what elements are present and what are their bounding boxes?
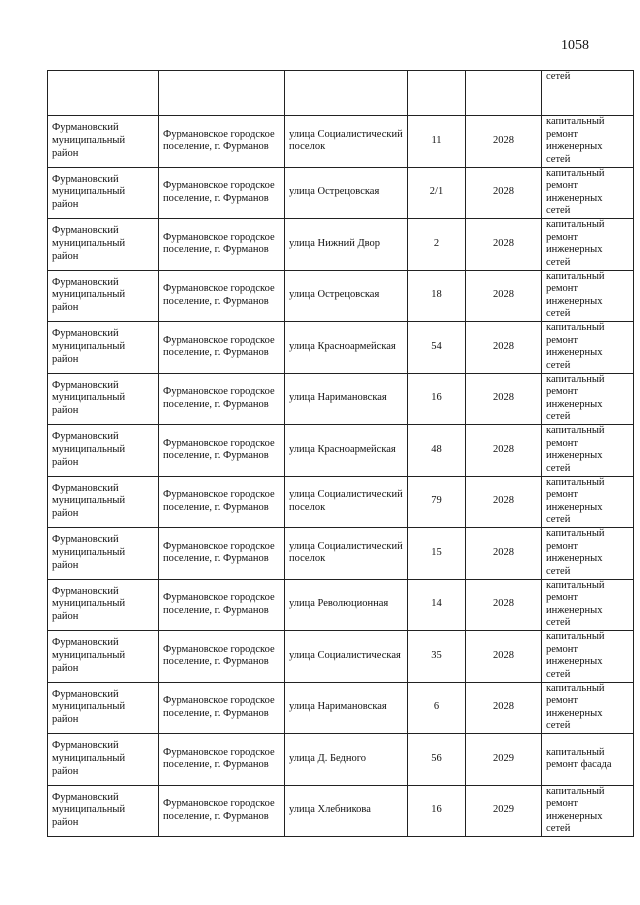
table-row (48, 785, 634, 837)
year-cell: 2028 (466, 322, 542, 374)
district-cell: Фурмановский муниципальный район (48, 116, 159, 168)
district-cell: Фурмановский муниципальный район (48, 579, 159, 631)
street-cell: улица Социалистическая (285, 631, 408, 683)
street-cell: улица Социалистический поселок (285, 476, 408, 528)
work-type-cell: капитальный ремонт инженерных сетей (542, 631, 634, 683)
street-cell (285, 71, 408, 116)
district-cell: Фурмановский муниципальный район (48, 734, 159, 786)
street-cell: улица Нижний Двор (285, 219, 408, 271)
year-cell (466, 71, 542, 116)
year-cell: 2028 (466, 631, 542, 683)
year-cell: 2028 (466, 528, 542, 580)
settlement-cell: Фурмановское городское поселение, г. Фурманов (159, 631, 285, 683)
table-row (48, 425, 634, 477)
work-type-cell: сетей (542, 71, 634, 116)
street-cell: улица Острецовская (285, 270, 408, 322)
district-cell: Фурмановский муниципальный район (48, 270, 159, 322)
street-cell: улица Наримановская (285, 682, 408, 734)
district-cell: Фурмановский муниципальный район (48, 631, 159, 683)
table-row (48, 476, 634, 528)
settlement-cell: Фурмановское городское поселение, г. Фурманов (159, 167, 285, 219)
settlement-cell: Фурмановское городское поселение, г. Фурманов (159, 476, 285, 528)
work-type-cell: капитальный ремонт инженерных сетей (542, 116, 634, 168)
work-type-cell: капитальный ремонт инженерных сетей (542, 270, 634, 322)
settlement-cell: Фурмановское городское поселение, г. Фурманов (159, 322, 285, 374)
year-cell: 2028 (466, 373, 542, 425)
year-cell: 2028 (466, 270, 542, 322)
house-number-cell: 2/1 (408, 167, 466, 219)
settlement-cell: Фурмановское городское поселение, г. Фурманов (159, 528, 285, 580)
work-type-cell: капитальный ремонт инженерных сетей (542, 579, 634, 631)
table-row (48, 579, 634, 631)
house-number-cell: 35 (408, 631, 466, 683)
settlement-cell: Фурмановское городское поселение, г. Фурманов (159, 785, 285, 837)
street-cell: улица Социалистический поселок (285, 528, 408, 580)
house-number-cell: 16 (408, 373, 466, 425)
house-number-cell: 6 (408, 682, 466, 734)
year-cell: 2028 (466, 219, 542, 271)
work-type-cell: капитальный ремонт инженерных сетей (542, 373, 634, 425)
settlement-cell (159, 71, 285, 116)
street-cell: улица Красноармейская (285, 425, 408, 477)
district-cell: Фурмановский муниципальный район (48, 785, 159, 837)
house-number-cell: 54 (408, 322, 466, 374)
street-cell: улица Острецовская (285, 167, 408, 219)
house-number-cell: 2 (408, 219, 466, 271)
table-row (48, 219, 634, 271)
work-type-cell: капитальный ремонт инженерных сетей (542, 785, 634, 837)
house-number-cell (408, 71, 466, 116)
repair-schedule-table (47, 70, 634, 837)
year-cell: 2029 (466, 785, 542, 837)
settlement-cell: Фурмановское городское поселение, г. Фурманов (159, 425, 285, 477)
page-number: 1058 (561, 38, 589, 53)
work-type-cell: капитальный ремонт инженерных сетей (542, 682, 634, 734)
street-cell: улица Наримановская (285, 373, 408, 425)
table-row (48, 373, 634, 425)
district-cell: Фурмановский муниципальный район (48, 682, 159, 734)
year-cell: 2028 (466, 116, 542, 168)
settlement-cell: Фурмановское городское поселение, г. Фурманов (159, 682, 285, 734)
house-number-cell: 16 (408, 785, 466, 837)
year-cell: 2028 (466, 476, 542, 528)
table-row (48, 682, 634, 734)
district-cell: Фурмановский муниципальный район (48, 425, 159, 477)
year-cell: 2028 (466, 682, 542, 734)
work-type-cell: капитальный ремонт фасада (542, 734, 634, 786)
table-row (48, 116, 634, 168)
district-cell: Фурмановский муниципальный район (48, 219, 159, 271)
street-cell: улица Революционная (285, 579, 408, 631)
table-row (48, 167, 634, 219)
house-number-cell: 14 (408, 579, 466, 631)
table-row (48, 270, 634, 322)
work-type-cell: капитальный ремонт инженерных сетей (542, 219, 634, 271)
district-cell: Фурмановский муниципальный район (48, 476, 159, 528)
work-type-cell: капитальный ремонт инженерных сетей (542, 322, 634, 374)
settlement-cell: Фурмановское городское поселение, г. Фурманов (159, 219, 285, 271)
street-cell: улица Хлебникова (285, 785, 408, 837)
year-cell: 2028 (466, 167, 542, 219)
district-cell: Фурмановский муниципальный район (48, 373, 159, 425)
street-cell: улица Красноармейская (285, 322, 408, 374)
house-number-cell: 48 (408, 425, 466, 477)
work-type-cell: капитальный ремонт инженерных сетей (542, 425, 634, 477)
year-cell: 2028 (466, 425, 542, 477)
continuation-row (48, 71, 634, 116)
work-type-cell: капитальный ремонт инженерных сетей (542, 167, 634, 219)
settlement-cell: Фурмановское городское поселение, г. Фурманов (159, 270, 285, 322)
district-cell: Фурмановский муниципальный район (48, 528, 159, 580)
work-type-cell: капитальный ремонт инженерных сетей (542, 528, 634, 580)
year-cell: 2029 (466, 734, 542, 786)
settlement-cell: Фурмановское городское поселение, г. Фурманов (159, 116, 285, 168)
table-row (48, 528, 634, 580)
street-cell: улица Д. Бедного (285, 734, 408, 786)
house-number-cell: 11 (408, 116, 466, 168)
table-row (48, 322, 634, 374)
work-type-cell: капитальный ремонт инженерных сетей (542, 476, 634, 528)
house-number-cell: 56 (408, 734, 466, 786)
settlement-cell: Фурмановское городское поселение, г. Фурманов (159, 734, 285, 786)
district-cell (48, 71, 159, 116)
table-body (48, 71, 634, 837)
street-cell: улица Социалистический поселок (285, 116, 408, 168)
district-cell: Фурмановский муниципальный район (48, 167, 159, 219)
settlement-cell: Фурмановское городское поселение, г. Фурманов (159, 579, 285, 631)
house-number-cell: 79 (408, 476, 466, 528)
table-row (48, 734, 634, 786)
settlement-cell: Фурмановское городское поселение, г. Фурманов (159, 373, 285, 425)
table-row (48, 631, 634, 683)
district-cell: Фурмановский муниципальный район (48, 322, 159, 374)
house-number-cell: 15 (408, 528, 466, 580)
house-number-cell: 18 (408, 270, 466, 322)
year-cell: 2028 (466, 579, 542, 631)
